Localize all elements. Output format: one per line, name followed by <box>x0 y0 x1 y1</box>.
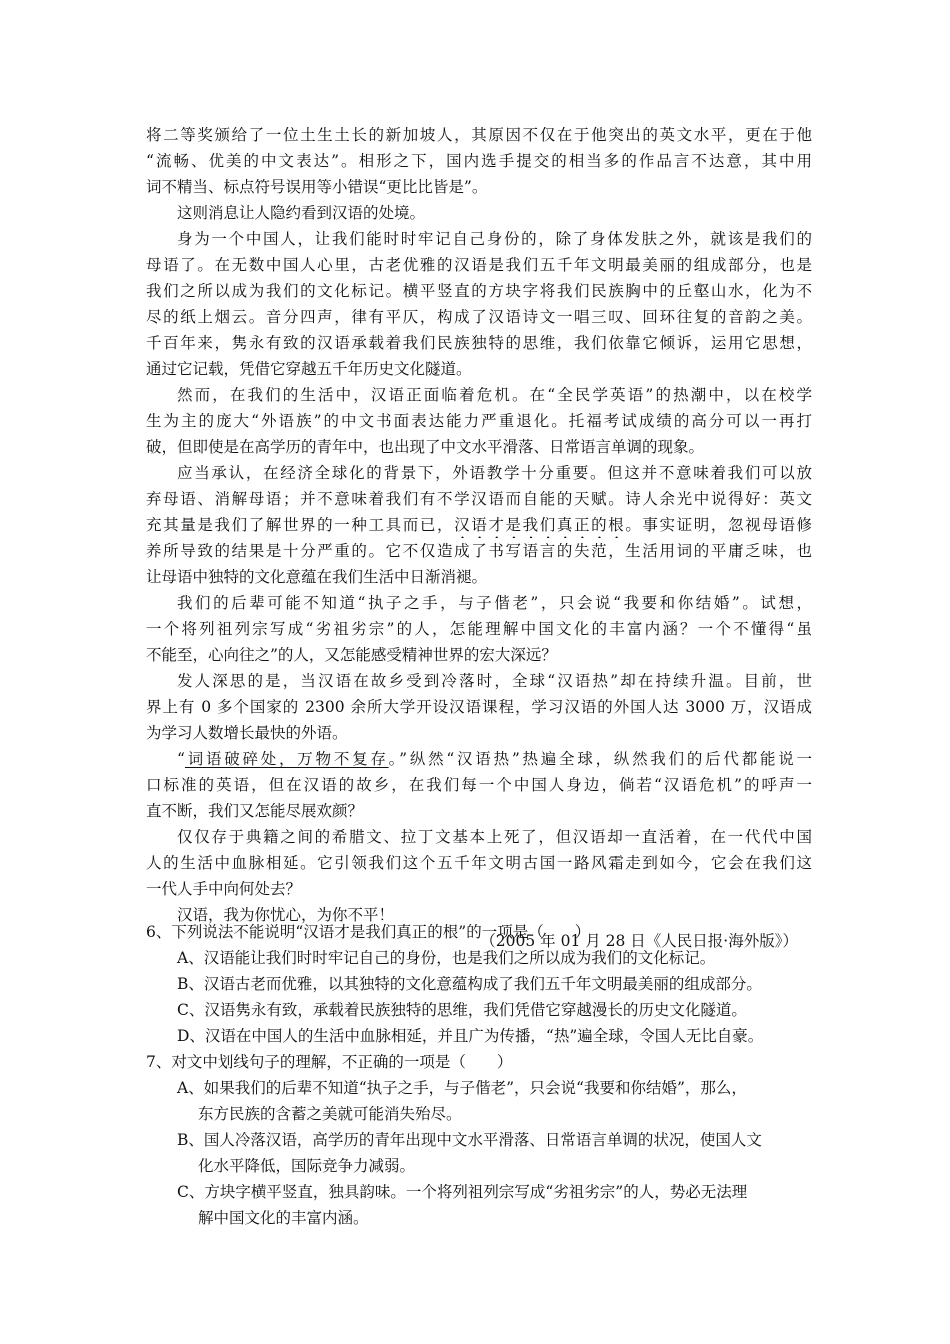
paragraph-4-line-3: 破，但即使是在高学历的青年中，也出现了中文水平滑落、日常语言单调的现象。 <box>146 438 705 456</box>
paragraph-5-line-3-end: 。事实证明，忽视母语修 <box>625 516 812 534</box>
paragraph-7-line-2: 界上有 0 多个国家的 2300 余所大学开设汉语课程，学习汉语的外国人达 3000 万，汉语成 <box>146 698 812 716</box>
paragraph-3-line-6: 通过它记载，凭借它穿越五千年历史文化隧道。 <box>146 360 472 378</box>
open-quote: “ <box>177 750 185 768</box>
paragraph-6-line-2: 一个将列祖列宗写成“劣祖劣宗”的人，怎能理解中国文化的丰富内涵？一个不懂得“虽 <box>146 620 812 638</box>
paragraph-3-line-2: 母语了。在无数中国人心里，古老优雅的汉语是我们五千年文明最美丽的组成部分，也是 <box>146 256 812 274</box>
paragraph-5-line-4: 养所导致的结果是十分严重的。它不仅造成了书写语言的失范，生活用词的平庸乏味，也 <box>146 542 812 560</box>
paragraph-4-line-1: 然而，在我们的生活中，汉语正面临着危机。在“全民学英语”的热潮中，以在校学 <box>177 386 812 404</box>
paragraph-5-line-3-start: 充其量是我们了解世界的一种工具而已， <box>146 516 455 534</box>
paragraph-9-line-3: 一代人手中向何处去？ <box>146 880 302 898</box>
paragraph-9-line-1: 仅仅存于典籍之间的希腊文、拉丁文基本上死了，但汉语却一直活着，在一代代中国 <box>177 828 812 846</box>
question-6-option-d: D、汉语在中国人的生活中血脉相延，并且广为传播，“热”遍全球，令国人无比自豪。 <box>177 1027 764 1045</box>
paragraph-9-line-2: 人的生活中血脉相延。它引领我们这个五千年文明古国一路风霜走到如今，它会在我们这 <box>146 854 812 872</box>
paragraph-6-line-3: 不能至，心向往之”的人，又怎能感受精神世界的宏大深远？ <box>146 646 557 664</box>
questions-section <box>146 919 826 1231</box>
paragraph-3-line-3: 我们之所以成为我们的文化标记。横平竖直的方块字将我们民族胸中的丘壑山水，化为不 <box>146 282 812 300</box>
paragraph-5-line-5: 让母语中独特的文化意蕴在我们生活中日渐消褪。 <box>146 568 488 586</box>
paragraph-8-line-2: 口标准的英语，但在汉语的故乡，在我们每一个中国人身边，倘若“汉语危机”的呼声一 <box>146 776 812 794</box>
paragraph-4-line-2: 生为主的庞大“外语族”的中文书面表达能力严重退化。托福考试成绩的高分可以一再打 <box>146 412 812 430</box>
paragraph-3-line-5: 千百年来，隽永有致的汉语承载着我们民族独特的思维，我们依靠它倾诉，运用它思想， <box>146 334 812 352</box>
underlined-sentence: 词语破碎处，万物不复存 <box>184 750 389 768</box>
paragraph-6-line-1: 我们的后辈可能不知道“执子之手，与子偕老”，只会说“我要和你结婚”。试想， <box>177 594 812 612</box>
article-body <box>146 122 812 954</box>
paragraph-8-line-3: 直不断，我们又怎能尽展欢颜？ <box>146 802 364 820</box>
source-citation: （2005 年 01 月 28 日《人民日报·海外版》） <box>480 932 798 950</box>
paragraph-5-line-1: 应当承认，在经济全球化的背景下，外语教学十分重要。但这并不意味着我们可以放 <box>177 464 812 482</box>
question-7-option-b: B、国人冷落汉语，高学历的青年出现中文水平滑落、日常语言单调的状况，使国人文 <box>177 1131 762 1149</box>
paragraph-10-line-1: 汉语，我为你忧心，为你不平！ <box>177 906 395 924</box>
question-7-option-c-continued: 解中国文化的丰富内涵。 <box>198 1209 369 1227</box>
question-6-option-c: C、汉语隽永有致，承载着民族独特的思维，我们凭借它穿越漫长的历史文化隧道。 <box>177 1001 747 1019</box>
question-7-option-c: C、方块字横平竖直，独具韵味。一个将列祖列宗写成“劣祖劣宗”的人，势必无法理 <box>177 1183 748 1201</box>
paragraph-3-line-4: 尽的纸上烟云。音分四声，律有平仄，构成了汉语诗文一唱三叹、回环往复的音韵之美。 <box>146 308 812 326</box>
emphasized-sentence: 汉语才是我们真正的根 <box>454 516 626 534</box>
paragraph-5-line-2: 弃母语、消解母语；并不意味着我们有不学汉语而自能的天赋。诗人余光中说得好：英文 <box>146 490 812 508</box>
question-6-option-b: B、汉语古老而优雅，以其独特的文化意蕴构成了我们五千年文明最美丽的组成部分。 <box>177 975 762 993</box>
paragraph-1-line-3: 词不精当、标点符号误用等小错误“更比比皆是”。 <box>146 178 488 196</box>
paragraph-3-line-1: 身为一个中国人，让我们能时时牢记自己身份的，除了身体发肤之外，就该是我们的 <box>177 230 812 248</box>
paragraph-8-line-1 <box>146 746 812 772</box>
question-6-stem: 6、下列说法不能说明“汉语才是我们真正的根”的一项是（ ） <box>146 923 591 941</box>
paragraph-2-line-1: 这则消息让人隐约看到汉语的处境。 <box>177 204 426 222</box>
question-7-option-b-continued: 化水平降低，国际竞争力减弱。 <box>198 1157 416 1175</box>
question-6-option-a: A、汉语能让我们时时牢记自己的身份，也是我们之所以成为我们的文化标记。 <box>177 949 716 967</box>
paragraph-5-line-3 <box>146 512 812 538</box>
question-7-stem: 7、对文中划线句子的理解，不正确的一项是（ ） <box>146 1053 513 1071</box>
paragraph-8-line-1-end: 。”纵然“汉语热”热遍全球，纵然我们的后代都能说一 <box>388 750 812 768</box>
paragraph-7-line-3: 为学习人数增长最快的外语。 <box>146 724 348 742</box>
question-7-option-a: A、如果我们的后辈不知道“执子之手，与子偕老”，只会说“我要和你结婚”，那么， <box>177 1079 747 1097</box>
paragraph-1-line-2: “流畅、优美的中文表达”。相形之下，国内选手提交的相当多的作品言不达意，其中用 <box>146 152 812 170</box>
question-7-option-a-continued: 东方民族的含蓄之美就可能消失殆尽。 <box>198 1105 462 1123</box>
paragraph-7-line-1: 发人深思的是，当汉语在故乡受到冷落时，全球“汉语热”却在持续升温。目前，世 <box>177 672 812 690</box>
paragraph-1-line-1: 将二等奖颁给了一位土生土长的新加坡人，其原因不仅在于他突出的英文水平，更在于他 <box>146 126 812 144</box>
